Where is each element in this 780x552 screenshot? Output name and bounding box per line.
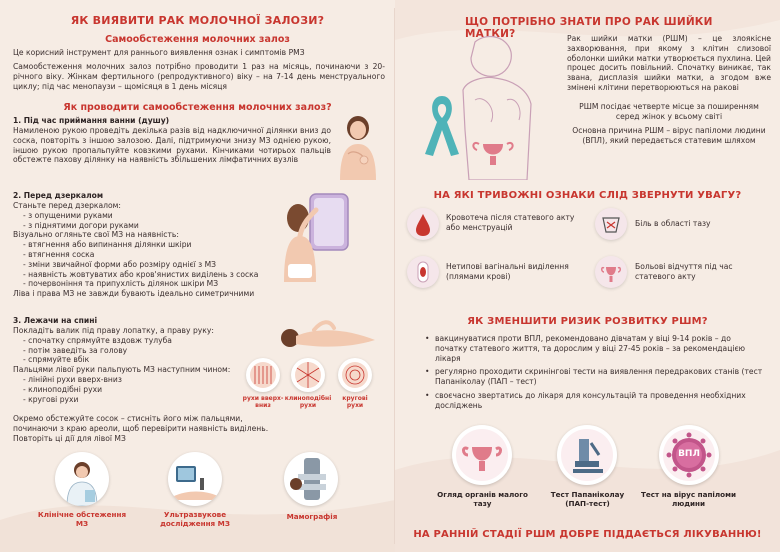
step2-line: - наявність жовтуватих або кров'янистих виділень з соска: [23, 269, 259, 279]
updown-motion-label: рухи вверх-вниз: [242, 395, 284, 409]
step3-line: Окремо обстежуйте сосок – стисніть його між пальцями,: [13, 414, 243, 423]
blood-drop-icon: [407, 208, 439, 240]
step2-line: Ліва і права МЗ не завжди бувають ідеально симетричними: [13, 289, 255, 299]
step2-line: - втягнення соска: [23, 249, 95, 259]
step3-line: - клиноподібні рухи: [23, 384, 103, 394]
step3-line: - спрямуйте вбік: [23, 355, 90, 365]
pelvic-pain-icon: [595, 208, 627, 240]
step2-list: [13, 201, 285, 299]
wedge-motion-label: клиноподібні рухи: [284, 395, 332, 409]
pelvic-exam-icon: [452, 425, 512, 485]
pap-test-icon: [557, 425, 617, 485]
circular-motion-label: кругові рухи: [342, 395, 368, 409]
sign-intercourse-pain: Больові відчуття під час статевого акту: [635, 262, 733, 281]
step3-line: Повторіть ці дії для лівої МЗ: [13, 433, 126, 443]
slogan: НА РАННІЙ СТАДІЇ РШМ ДОБРЕ ПІДДАЄТЬСЯ ЛІКУВАННЮ!: [413, 529, 762, 540]
sign-bleeding: Кровотеча після статевого акту або менструацій: [446, 213, 575, 232]
mammography-label: Мамографія: [286, 512, 338, 521]
step3-line: - спочатку спрямуйте вздовж тулуба: [23, 335, 172, 345]
mammography-icon: [284, 452, 338, 506]
right-title: ЩО ПОТРІБНО ЗНАТИ ПРО РАК ШИЙКИ МАТКИ?: [465, 16, 713, 40]
ultrasound-icon: [168, 452, 222, 506]
hpv-badge-text: ВПЛ: [678, 449, 700, 459]
step3-heading: 3. Лежачи на спині: [13, 316, 98, 325]
step2-line: - з піднятими догори руками: [23, 220, 139, 230]
step2-line: - втягнення або випинання ділянки шкіри: [23, 240, 192, 250]
step3-line: - кругові рухи: [23, 394, 79, 404]
rshm-about-3: Основна причина РШМ – вірус папіломи людини (ВПЛ), який передається статевим шляхом: [572, 126, 766, 145]
lying-woman-illustration: [270, 316, 380, 352]
uterus-pain-icon: [595, 256, 627, 288]
ultrasound-label: Ультразвукове дослідження МЗ: [160, 510, 230, 528]
step3-line: - потім заведіть за голову: [23, 345, 128, 355]
self-exam-title: Самообстеження молочних залоз: [105, 34, 290, 45]
sanitary-pad-icon: [407, 256, 439, 288]
wedge-motion-diagram: [291, 358, 325, 392]
cervical-cancer-column: [395, 0, 780, 552]
step2-line: Станьте перед дзеркалом:: [13, 201, 121, 210]
clinical-exam-label: Клінічне обстеження МЗ: [37, 510, 127, 528]
step3-list-tail: [13, 414, 313, 443]
intro-text-2: Самообстеження молочних залоз потрібно проводити 1 раз на місяць, починаючи з 20-річного віку. Жінкам фертильного (репродуктивного) віку – на 7-14 день менструального циклу; під час менопаузи – щомісяця в 1 день місяця: [13, 62, 385, 91]
rshm-about-2: РШМ посідає четверте місце за поширенням серед жінок у всьому світі: [579, 102, 759, 121]
step3-line: Покладіть валик під праву лопатку, а праву руку:: [13, 326, 214, 335]
hpv-test-label: Тест на вірус папіломи людини: [641, 490, 736, 508]
sign-pelvic-pain: Біль в області тазу: [635, 219, 711, 228]
step3-line: - лінійні рухи вверх-вниз: [23, 374, 122, 384]
shower-woman-illustration: [330, 112, 385, 180]
signs-title: НА ЯКІ ТРИВОЖНІ ОЗНАКИ СЛІД ЗВЕРНУТИ УВАГУ?: [433, 190, 742, 201]
list-item: • своєчасно звертатись до лікаря для консультацій та проведення необхідних досліджень: [425, 390, 746, 410]
mirror-woman-illustration: [282, 190, 352, 282]
step2-line: - почервоніння та припухлість ділянок шкіри МЗ: [23, 279, 219, 289]
step3-line: починаючи з краю ареоли, щоб перевірити наявність виділень.: [13, 423, 269, 433]
step3-list: [13, 326, 278, 404]
step1-heading: 1. Під час приймання ванни (душу): [13, 116, 170, 125]
list-item: • регулярно проходити скринінгові тести на виявлення передракових станів (тест Папаніколау (ПАП – тест): [425, 367, 763, 387]
pap-test-label: Тест Папаніколау (ПАП-тест): [550, 490, 625, 508]
circular-motion-diagram: [338, 358, 372, 392]
clinical-exam-icon: [55, 452, 109, 506]
rshm-about-1: Рак шийки матки (РШМ) – це злоякісне захворювання, при якому з клітин слизової оболонки шийки матки утворюється пухлина. Цей процес досить повільний. Спочатку виникає, так звана, дисплазія шийки матки, а згодом вже змінені клітини перетворюються на ракові: [567, 34, 771, 92]
intro-text-1: Це корисний інструмент для раннього виявлення ознак і симптомів РМЗ: [13, 48, 305, 57]
risk-list: [425, 334, 765, 411]
how-title: Як проводити самообстеження молочних залоз?: [63, 102, 332, 113]
updown-motion-diagram: [246, 358, 280, 392]
pelvic-exam-label: Огляд органів малого тазу: [437, 490, 528, 508]
step2-line: - з опущеними руками: [23, 210, 113, 220]
left-title: ЯК ВИЯВИТИ РАК МОЛОЧНОЇ ЗАЛОЗИ?: [70, 14, 325, 27]
list-item: • вакцинуватися проти ВПЛ, рекомендовано дівчатам у віці 9-14 років – до початку статевого життя, та дорослим у віці 27-45 років – за рекомендацією лікаря: [425, 334, 746, 363]
risk-title: ЯК ЗМЕНШИТИ РИЗИК РОЗВИТКУ РШМ?: [467, 316, 708, 327]
step2-line: - зміни звичайної форми або розміру однієї з МЗ: [23, 259, 217, 269]
step3-line: Пальцями лівої руки пальпують МЗ наступним чином:: [13, 365, 231, 375]
step1-text: Намиленою рукою проведіть декілька разів від надключичної ділянки вниз до соска, повторіть з іншою залозою. Далі, підтримуючи знизу МЗ однією рукою, іншою рукою пропальпуйте ковзкими рухами. Кінчиками чотирьох пальців обстежте пахову ділянку на наявність збільшених лімфатичних вузлів: [13, 126, 331, 165]
awareness-ribbon-icon: [421, 90, 463, 160]
sign-discharge: Нетипові вагінальні виділення (плямами крові): [446, 262, 569, 281]
step2-line: Візуально огляньте свої МЗ на наявність:: [13, 230, 179, 240]
hpv-virus-icon: [659, 425, 719, 485]
step2-heading: 2. Перед дзеркалом: [13, 191, 104, 200]
